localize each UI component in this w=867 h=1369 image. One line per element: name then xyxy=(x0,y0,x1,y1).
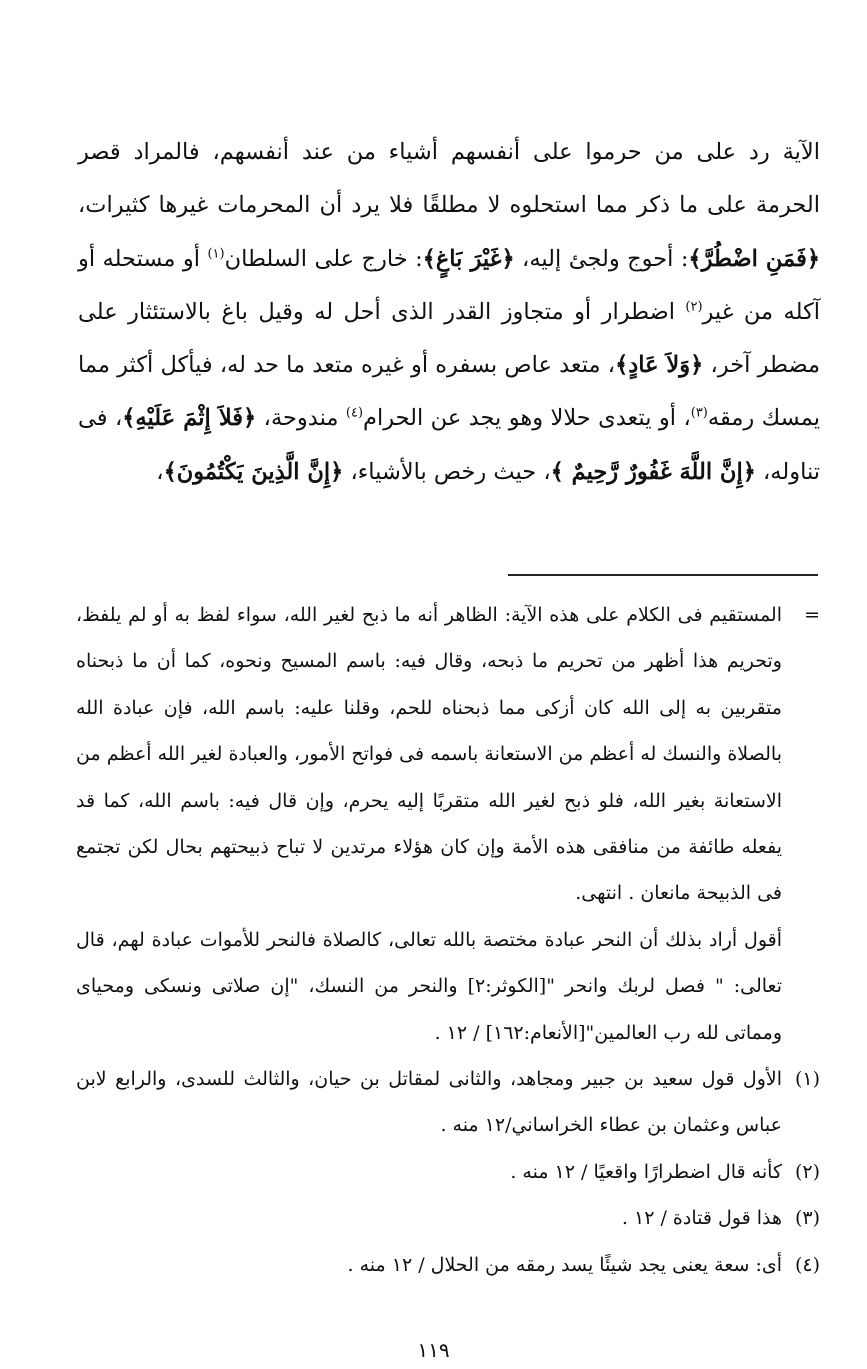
continued-footnote-text: المستقيم فى الكلام على هذه الآية: الظاهر أنه ما ذبح لغير الله، سواء لفظ به أو لم يلفظ، وتحريم هذا أظهر من تحريم ما ذبحه، وقال فيه: باسم المسيح ونحوه، كما أن ما ذبحناه متقربين به إلى الله كان أزكى مما ذبحناه للحم، وقلنا عليه: باسم الله، فإن عبادة الله بالصلاة والنسك له أعظم من الاستعانة باسمه فى فواتح الأمور، والعبادة لغير الله أعظم من الاستعانة بغير الله، فلو ذبح لغير الله متقربًا إليه يحرم، وإن قال فيه: باسم الله، كما قد يفعله طائفة من منافقى هذه الأمة وإن كان هؤلاء مرتدين لا تباح ذبيحتهم بحال لكن تجتمع فى الذبيحة مانعان . انتهى. xyxy=(76,604,782,905)
footnote-text: الأول قول سعيد بن جبير ومجاهد، والثانى لمقاتل بن حيان، والثالث للسدى، والرابع لابن عباس وعثمان بن عطاء الخراساني/١٢ منه . xyxy=(76,1068,782,1137)
footnote-number: (١) xyxy=(794,1068,820,1091)
quran-quote: ﴿إِنَّ الَّذِينَ يَكْتُمُونَ﴾ xyxy=(163,458,344,485)
footnote-ref: (٣) xyxy=(690,405,708,421)
text-run: ، أو يتعدى حلالا وهو يجد عن الحرام xyxy=(363,405,691,432)
text-run: الآية رد على من حرموا على أنفسهم أشياء من عند أنفسهم، فالمراد قصر الحرمة على ما ذكر مما استحلوه لا مطلقًا فلا يرد أن المحرمات غيرها كثيرات، xyxy=(78,139,820,219)
footnote-number: (٣) xyxy=(794,1207,820,1230)
text-run: ، xyxy=(156,458,164,485)
quran-quote: ﴿فَلاَ إِثْمَ عَلَيْهِ﴾ xyxy=(122,405,257,432)
footnote-number: (٤) xyxy=(794,1253,820,1276)
quran-quote: ﴿غَيْرَ بَاغٍ﴾ xyxy=(422,245,515,272)
continued-footnote xyxy=(76,592,820,917)
text-run: ، فى تناوله، xyxy=(78,405,820,485)
page-number: ١١٩ xyxy=(417,1338,450,1362)
quran-quote: ﴿إِنَّ اللَّهَ غَفُورٌ رَّحِيمٌ ﴾ xyxy=(550,458,756,485)
main-paragraph xyxy=(78,126,820,499)
continuation-marker: = xyxy=(804,604,820,626)
text-run: : أحوج ولجئ إليه، xyxy=(514,245,689,272)
footnote-4 xyxy=(76,1242,820,1288)
main-text xyxy=(78,126,820,499)
quran-quote: ﴿وَلاَ عَادٍ﴾ xyxy=(615,352,704,379)
footnote-text: أى: سعة يعنى يجد شيئًا يسد رمقه من الحلال / ١٢ منه . xyxy=(347,1253,782,1276)
author-comment: أقول أراد بذلك أن النحر عبادة مختصة بالله تعالى، كالصلاة فالنحر للأموات عبادة لهم، قال تعالى: " فصل لربك وانحر "[الكوثر:٢] والنحر من النسك، "إن صلاتى ونسكى ومحياى ومماتى لله رب العالمين"[الأنعام:١٦٢] / ١٢ . xyxy=(76,928,782,1044)
text-run: مندوحة، xyxy=(256,405,346,432)
footnote-1 xyxy=(76,1056,820,1149)
footnotes-section xyxy=(76,592,820,1288)
footnote-2 xyxy=(76,1149,820,1195)
footnote-separator xyxy=(508,574,818,576)
footnote-text: كأنه قال اضطرارًا واقعيًا / ١٢ منه . xyxy=(510,1160,782,1183)
text-run: اضطرار أو متجاوز القدر الذى أحل له وقيل باغ بالاستئثار على مضطر آخر، xyxy=(78,298,821,379)
text-run: : خارج على السلطان xyxy=(224,245,423,272)
footnote-number: (٢) xyxy=(794,1160,820,1183)
footnote-text: هذا قول قتادة / ١٢ . xyxy=(621,1207,782,1230)
text-run: ، متعد عاص بسفره أو غيره متعد ما حد له، فيأكل أكثر مما يمسك رمقه xyxy=(78,352,820,432)
footnote-ref: (٢) xyxy=(685,299,703,315)
text-run: ، حيث رخص بالأشياء، xyxy=(343,458,551,485)
footnote-ref: (٤) xyxy=(345,405,364,421)
footnote-ref: (١) xyxy=(207,246,225,262)
footnote-3 xyxy=(76,1195,820,1241)
quran-quote: ﴿فَمَنِ اضْطُرَّ﴾ xyxy=(688,245,821,272)
text-run: أو مستحله أو آكله من غير xyxy=(78,245,820,325)
